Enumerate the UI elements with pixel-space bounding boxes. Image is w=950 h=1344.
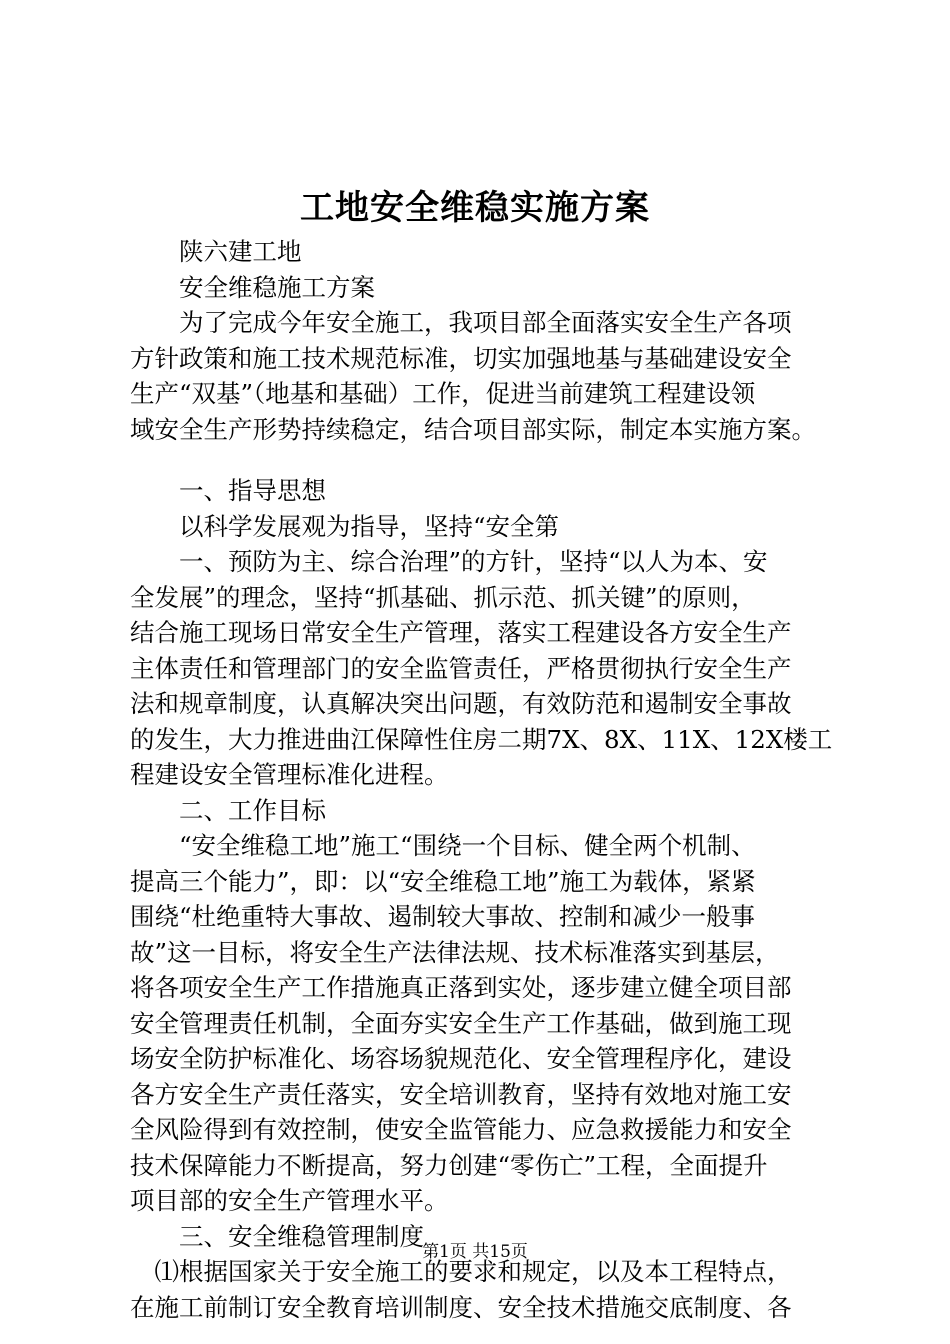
paragraph-line: 安全维稳施工方案 xyxy=(130,272,375,302)
paragraph-line: 提高三个能力”，即：以“安全维稳工地”施工为载体，紧紧 xyxy=(130,866,756,896)
paragraph-line: 在施工前制订安全教育培训制度、安全技术措施交底制度、各 xyxy=(130,1292,792,1322)
section-heading: 三、安全维稳管理制度 xyxy=(130,1221,424,1251)
paragraph-line: 的发生，大力推进曲江保障性住房二期7X、8X、11X、12X楼工 xyxy=(130,724,833,754)
paragraph-line: 一、预防为主、综合治理”的方针，坚持“以人为本、安 xyxy=(130,547,768,576)
section-heading: 二、工作目标 xyxy=(130,795,326,825)
paragraph-line: 各方安全生产责任落实，安全培训教育，坚持有效地对施工安 xyxy=(130,1079,792,1109)
paragraph-line: 结合施工现场日常安全生产管理，落实工程建设各方安全生产 xyxy=(130,618,792,647)
section-heading: 一、指导思想 xyxy=(130,476,326,505)
paragraph-line: 将各项安全生产工作措施真正落到实处，逐步建立健全项目部 xyxy=(130,973,792,1002)
paragraph-line: 生产“双基”（地基和基础）工作，促进当前建筑工程建设领 xyxy=(130,379,756,408)
paragraph-line: 全风险得到有效控制，使安全监管能力、应急救援能力和安全 xyxy=(130,1115,792,1144)
paragraph-line: 陕六建工地 xyxy=(130,237,302,266)
paragraph-gap xyxy=(130,447,830,473)
page-number-footer: 第1页 共15页 xyxy=(422,1242,528,1262)
paragraph-line: “安全维稳工地”施工“围绕一个目标、健全两个机制、 xyxy=(130,831,756,860)
paragraph-line: 以科学发展观为指导，坚持“安全第 xyxy=(130,511,560,541)
paragraph-line: 安全管理责任机制，全面夯实安全生产工作基础，做到施工现 xyxy=(130,1008,792,1038)
paragraph-line: ⑴根据国家关于安全施工的要求和规定，以及本工程特点， xyxy=(130,1257,792,1286)
paragraph-line: 场安全防护标准化、场容场貌规范化、安全管理程序化，建设 xyxy=(130,1044,792,1073)
paragraph-line: 项目部的安全生产管理水平。 xyxy=(130,1186,449,1215)
paragraph-line: 全发展”的理念，坚持“抓基础、抓示范、抓关键”的原则， xyxy=(130,582,756,612)
paragraph-line: 法和规章制度，认真解决突出问题，有效防范和遏制安全事故 xyxy=(130,689,792,718)
paragraph-line: 域安全生产形势持续稳定，结合项目部实际，制定本实施方案。 xyxy=(130,414,816,444)
paragraph-line: 方针政策和施工技术规范标准，切实加强地基与基础建设安全 xyxy=(130,343,792,373)
paragraph-line: 技术保障能力不断提高，努力创建“零伤亡”工程，全面提升 xyxy=(130,1150,768,1180)
paragraph-line: 主体责任和管理部门的安全监管责任，严格贯彻执行安全生产 xyxy=(130,653,792,683)
paragraph-line: 围绕“杜绝重特大事故、遏制较大事故、控制和减少一般事 xyxy=(130,902,756,931)
paragraph-line: 程建设安全管理标准化进程。 xyxy=(130,760,449,789)
paragraph-line: 故”这一目标，将安全生产法律法规、技术标准落实到基层， xyxy=(130,937,780,967)
paragraph-line: 为了完成今年安全施工，我项目部全面落实安全生产各项 xyxy=(130,308,792,337)
document-body xyxy=(130,234,833,1325)
document-title: 工地安全维稳实施方案 xyxy=(300,188,650,228)
